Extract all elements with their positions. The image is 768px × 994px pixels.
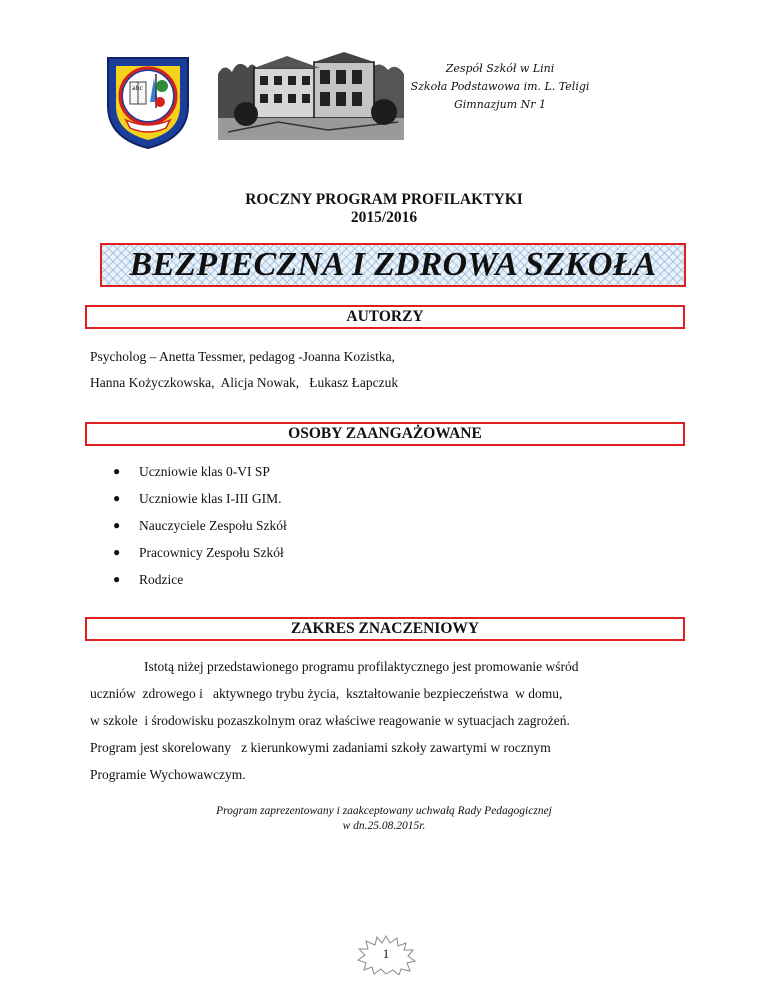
list-item: ● Rodzice [113, 566, 287, 593]
authors-heading: AUTORZY [85, 305, 685, 329]
program-banner [100, 243, 686, 287]
school-crest-logo [104, 52, 192, 150]
people-list [113, 458, 287, 593]
school-name-block [400, 60, 600, 114]
school-name-line: Szkoła Podstawowa im. L. Teligi [410, 80, 590, 93]
authors-line: Hanna Kożyczkowska, Alicja Nowak, Łukasz Łapczuk [90, 375, 399, 390]
approval-line: w dn.25.08.2015r. [342, 820, 426, 832]
list-item: ● Pracownicy Zespołu Szkół [113, 539, 287, 566]
school-name-line: Zespół Szkół w Lini [445, 62, 555, 75]
program-banner-text: BEZPIECZNA I ZDROWA SZKOŁA [129, 246, 657, 283]
bullet-icon: ● [113, 491, 121, 505]
people-heading: OSOBY ZAANGAŻOWANE [85, 422, 685, 446]
scope-line: Program jest skorelowany z kierunkowymi zadaniami szkoły zawartymi w rocznym [90, 740, 551, 755]
scope-line: Istotą niżej przedstawionego programu profilaktycznego jest promowanie wśród [144, 659, 579, 674]
bullet-icon: ● [113, 518, 121, 532]
school-building-image [218, 52, 404, 140]
authors-text [90, 344, 690, 396]
svg-text:abc: abc [132, 85, 143, 92]
program-title-block [0, 191, 768, 227]
bullet-icon: ● [113, 464, 121, 478]
program-year: 2015/2016 [350, 209, 418, 226]
scope-paragraph [90, 653, 684, 788]
bullet-icon: ● [113, 545, 121, 559]
program-title: ROCZNY PROGRAM PROFILAKTYKI [245, 191, 523, 208]
scope-line: w szkole i środowisku pozaszkolnym oraz właściwe reagowanie w sytuacjach zagrożeń. [90, 713, 570, 728]
list-item: ● Nauczyciele Zespołu Szkół [113, 512, 287, 539]
list-item: ● Uczniowie klas 0-VI SP [113, 458, 287, 485]
page-number: 1 [382, 946, 390, 961]
approval-line: Program zaprezentowany i zaakceptowany uchwałą Rady Pedagogicznej [216, 805, 552, 817]
bullet-icon: ● [113, 572, 121, 586]
authors-line: Psycholog – Anetta Tessmer, pedagog -Joanna Kozistka, [90, 349, 395, 364]
scope-line: uczniów zdrowego i aktywnego trybu życia, kształtowanie bezpieczeństwa w domu, [90, 686, 563, 701]
approval-note [0, 804, 768, 834]
scope-line: Programie Wychowawczym. [90, 767, 246, 782]
school-name-line: Gimnazjum Nr 1 [454, 98, 546, 111]
scope-heading: ZAKRES ZNACZENIOWY [85, 617, 685, 641]
list-item: ● Uczniowie klas I-III GIM. [113, 485, 287, 512]
